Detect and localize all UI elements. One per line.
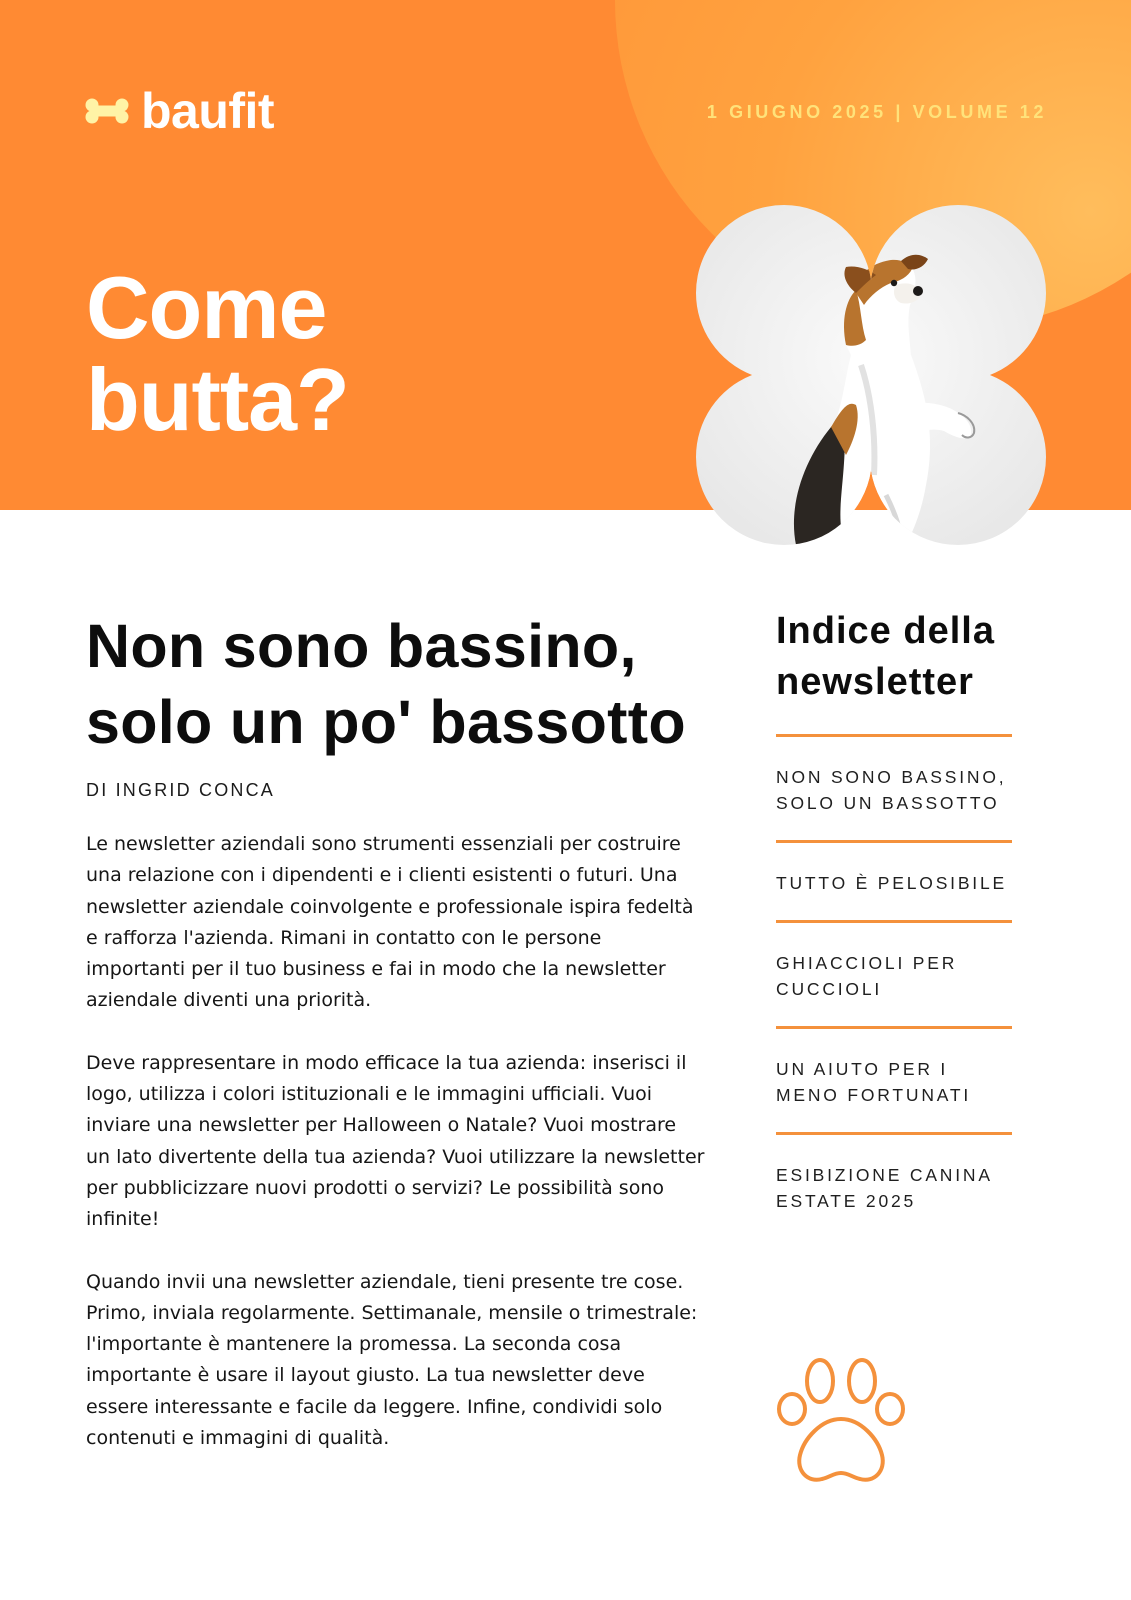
newsletter-index: [776, 606, 1012, 1238]
article: [86, 608, 706, 1473]
article-title: Non sono bassino, solo un po' bassotto: [86, 612, 686, 756]
issue-date-volume: 1 GIUGNO 2025 | VOLUME 12: [706, 102, 1047, 122]
article-paragraph: Quando invii una newsletter aziendale, tieni presente tre cose. Primo, inviala regolarmente. Settimanale, mensile o trimestrale: l'importante è mantenere la promessa. La seconda cosa importante è usare il layout giusto. La tua newsletter deve essere interessante e facile da leggere. Infine, condividi solo contenuti e immagini di qualità.: [86, 1270, 698, 1450]
index-item[interactable]: NON SONO BASSINO, SOLO UN BASSOTTO: [776, 734, 1012, 840]
article-paragraph: Le newsletter aziendali sono strumenti essenziali per costruire una relazione con i dipendenti e i clienti esistenti o futuri. Una newsletter aziendale coinvolgente e professionale ispira fedeltà e rafforza l'azienda. Rimani in contatto con le persone importanti per il tuo business e fai in modo che la newsletter aziendale diventi una priorità.: [86, 833, 694, 1012]
article-paragraph: Deve rappresentare in modo efficace la tua azienda: inserisci il logo, utilizza i colori istituzionali e le immagini ufficiali. Vuoi inviare una newsletter per Halloween o Natale? Vuoi mostrare un lato divertente della tua azienda? Vuoi utilizzare la newsletter per pubblicizzare nuovi prodotti o servizi? Le possibilità sono infinite!: [86, 1051, 705, 1231]
brand-name: baufit: [141, 83, 275, 139]
brand-logo: [85, 83, 275, 139]
index-item[interactable]: GHIACCIOLI PER CUCCIOLI: [776, 920, 1012, 1026]
hero-title: Come butta?: [86, 258, 349, 449]
index-list: [776, 734, 1012, 1238]
index-item[interactable]: UN AIUTO PER I MENO FORTUNATI: [776, 1026, 1012, 1132]
paw-print-icon: [776, 1355, 906, 1485]
index-title: Indice della newsletter: [776, 610, 995, 703]
index-item[interactable]: TUTTO È PELOSIBILE: [776, 840, 1012, 920]
index-item[interactable]: ESIBIZIONE CANINA ESTATE 2025: [776, 1132, 1012, 1238]
dog-photo: [696, 205, 1046, 545]
bone-icon: [85, 98, 129, 124]
article-byline: DI INGRID CONCA: [86, 780, 276, 800]
